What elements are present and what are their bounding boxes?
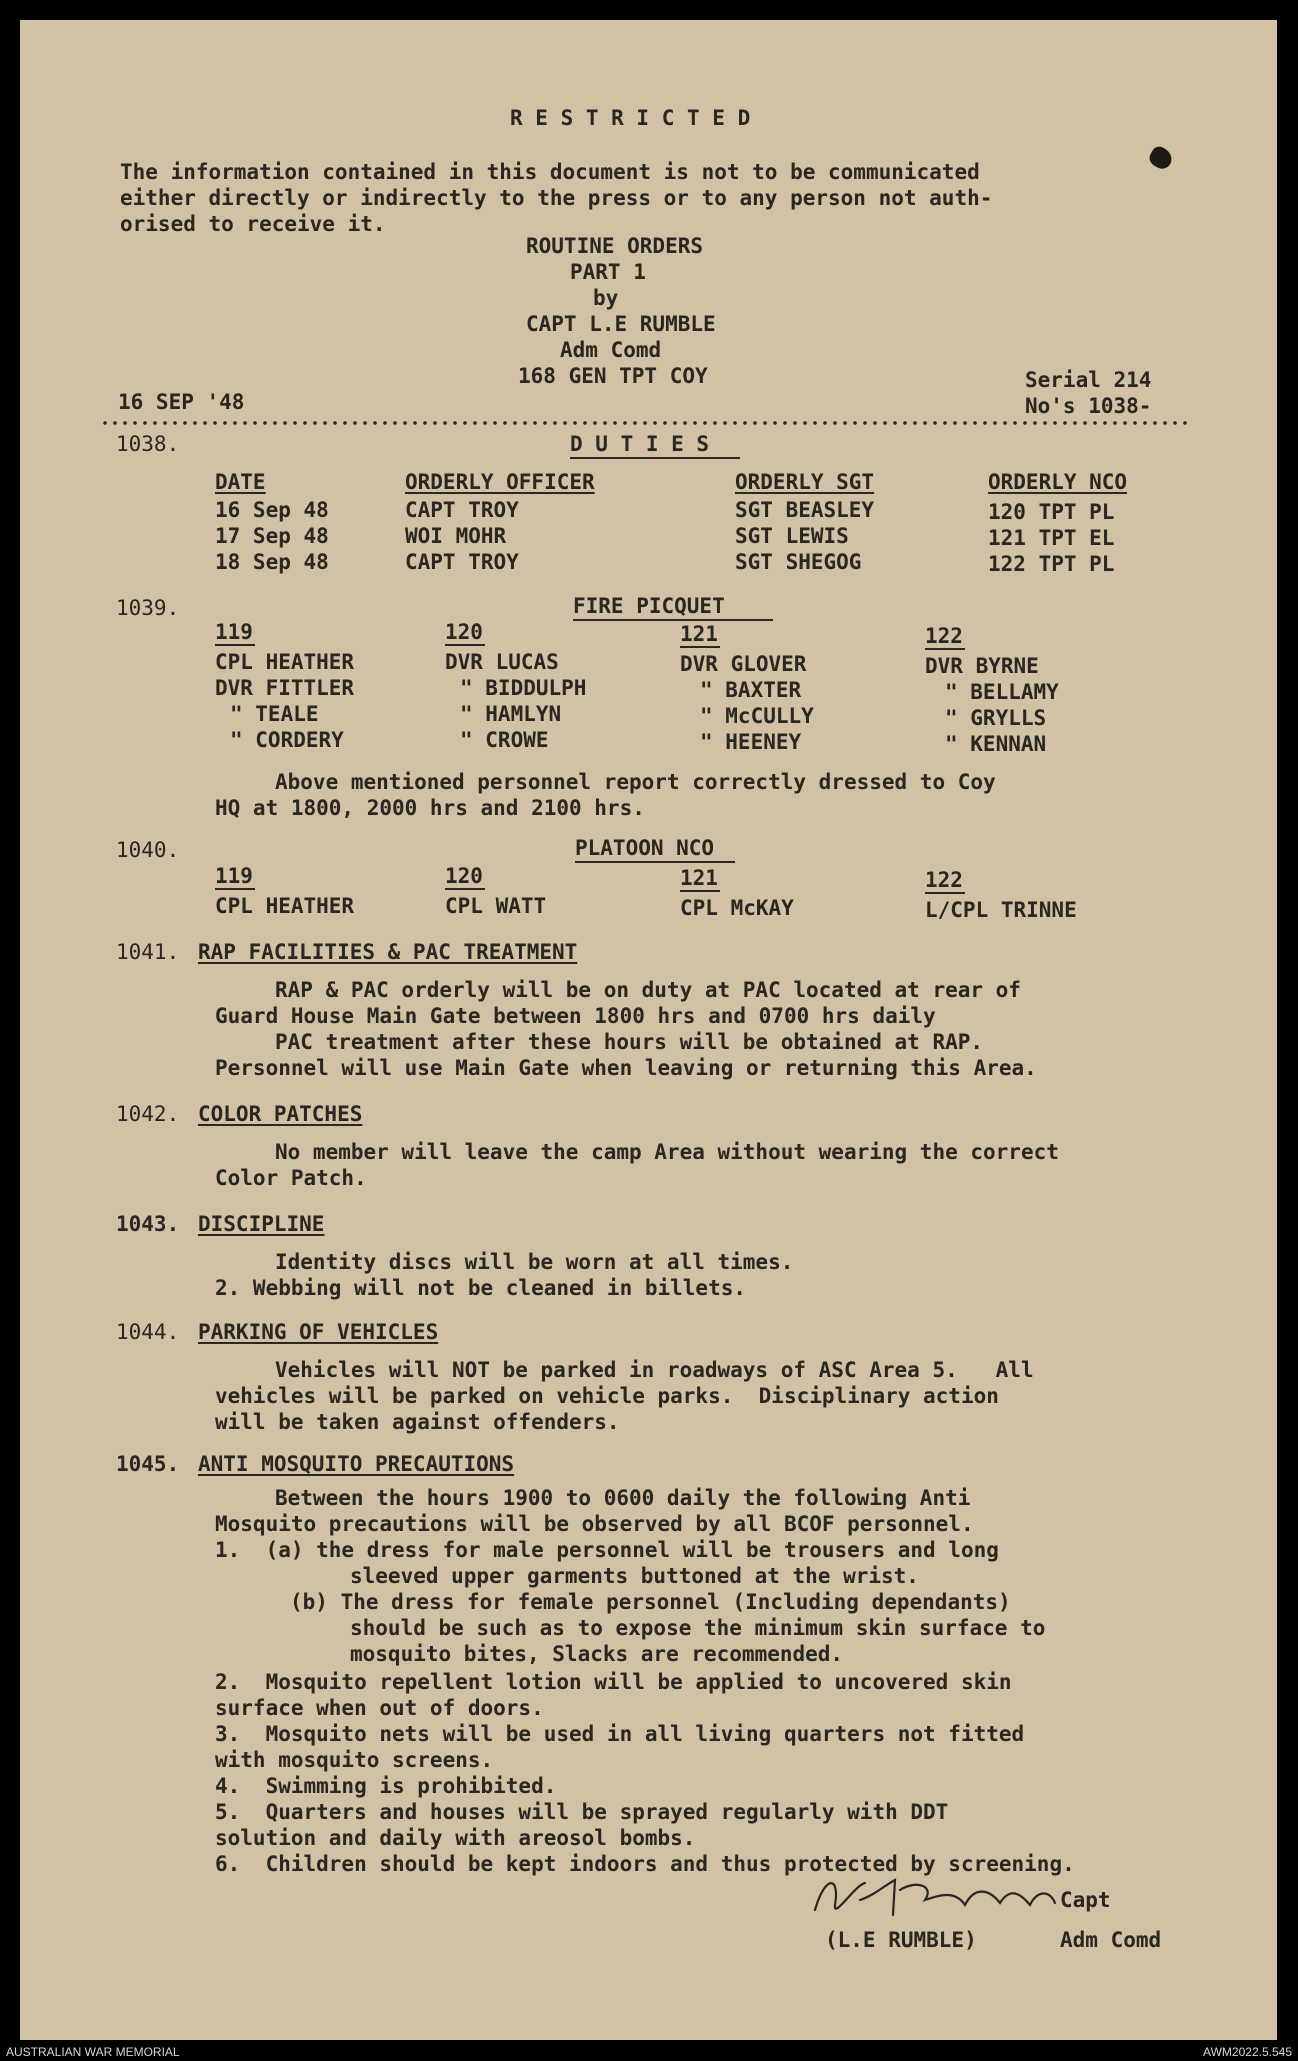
duty-date: 16 Sep 48	[215, 498, 329, 522]
picquet-member: " GRYLLS	[945, 706, 1047, 730]
duty-officer: CAPT TROY	[405, 550, 519, 574]
notice-line-2: either directly or indirectly to the press or to any person not auth-	[120, 186, 993, 210]
section-heading: PARKING OF VEHICLES	[198, 1320, 439, 1344]
picquet-member: " HEENEY	[700, 730, 802, 754]
parking-line: vehicles will be parked on vehicle parks. Disciplinary action	[215, 1384, 999, 1408]
mosquito-line: 4. Swimming is prohibited.	[215, 1774, 557, 1798]
serial-number: Serial 214	[1025, 368, 1152, 392]
duty-nco: 121 TPT EL	[988, 526, 1115, 550]
section-heading: DISCIPLINE	[198, 1212, 325, 1236]
section-number: 1043.	[116, 1212, 180, 1236]
mosquito-line: mosquito bites, Slacks are recommended.	[350, 1642, 844, 1666]
section-heading: PLATOON NCO	[575, 836, 715, 860]
section-number: 1041.	[116, 940, 180, 964]
dotted-separator	[100, 419, 1190, 427]
picquet-member: " CORDERY	[230, 728, 344, 752]
duty-officer: WOI MOHR	[405, 524, 507, 548]
platoon-nco-name: CPL WATT	[445, 894, 547, 918]
parking-line: Vehicles will NOT be parked in roadways of ASC Area 5. All	[275, 1358, 1034, 1382]
section-heading: COLOR PATCHES	[198, 1102, 363, 1126]
picquet-member: DVR FITTLER	[215, 676, 355, 700]
heading-underline	[575, 861, 735, 863]
column-header: ORDERLY NCO	[988, 470, 1128, 494]
mosquito-line: 6. Children should be kept indoors and thus protected by screening.	[215, 1852, 1075, 1876]
duty-sgt: SGT LEWIS	[735, 524, 849, 548]
column-header: ORDERLY OFFICER	[405, 470, 595, 494]
platoon-number: 120	[445, 620, 483, 644]
section-heading: ANTI MOSQUITO PRECAUTIONS	[198, 1452, 515, 1476]
picquet-note-line: Above mentioned personnel report correctly dressed to Coy	[275, 770, 996, 794]
notice-line-3: orised to receive it.	[120, 212, 386, 236]
rap-line: Guard House Main Gate between 1800 hrs and 0700 hrs daily	[215, 1004, 936, 1028]
mosquito-line: 2. Mosquito repellent lotion will be applied to uncovered skin	[215, 1670, 1012, 1694]
picquet-member: " BIDDULPH	[460, 676, 587, 700]
section-number: 1040.	[116, 838, 180, 862]
section-number: 1044.	[116, 1320, 180, 1344]
section-heading: RAP FACILITIES & PAC TREATMENT	[198, 940, 578, 964]
picquet-member: " BELLAMY	[945, 680, 1059, 704]
platoon-number: 120	[445, 864, 483, 888]
mosquito-line: solution and daily with areosol bombs.	[215, 1826, 696, 1850]
section-heading: FIRE PICQUET	[573, 594, 725, 618]
platoon-number: 122	[925, 624, 963, 648]
section-heading: D U T I E S	[570, 432, 710, 456]
title-line-3: by	[593, 286, 619, 310]
title-line-6: 168 GEN TPT COY	[518, 364, 708, 388]
rap-line: RAP & PAC orderly will be on duty at PAC located at rear of	[275, 978, 1021, 1002]
section-number: 1042.	[116, 1102, 180, 1126]
platoon-number: 119	[215, 864, 253, 888]
archive-footer	[0, 2041, 1298, 2061]
footer-reference: AWM2022.5.545	[1203, 2045, 1292, 2059]
color-line: No member will leave the camp Area without wearing the correct	[275, 1140, 1059, 1164]
picquet-member: DVR BYRNE	[925, 654, 1039, 678]
section-number: 1045.	[116, 1452, 180, 1476]
duty-officer: CAPT TROY	[405, 498, 519, 522]
picquet-member: " HAMLYN	[460, 702, 562, 726]
title-line-5: Adm Comd	[560, 338, 662, 362]
platoon-nco-name: CPL McKAY	[680, 896, 794, 920]
classification-heading: R E S T R I C T E D	[510, 106, 751, 130]
parking-line: will be taken against offenders.	[215, 1410, 620, 1434]
platoon-underline	[680, 646, 720, 648]
document-page	[20, 20, 1277, 2040]
mosquito-line: Mosquito precautions will be observed by all BCOF personnel.	[215, 1512, 974, 1536]
picquet-member: " BAXTER	[700, 678, 802, 702]
ink-blot	[1146, 144, 1175, 172]
title-line-4: CAPT L.E RUMBLE	[526, 312, 716, 336]
duty-sgt: SGT BEASLEY	[735, 498, 875, 522]
picquet-member: DVR GLOVER	[680, 652, 807, 676]
mosquito-line: (b) The dress for female personnel (Including dependants)	[290, 1590, 1011, 1614]
mosquito-line: Between the hours 1900 to 0600 daily the following Anti	[275, 1486, 971, 1510]
platoon-underline	[445, 888, 485, 890]
platoon-nco-name: CPL HEATHER	[215, 894, 355, 918]
heading-underline	[570, 457, 740, 459]
notice-line-1: The information contained in this document is not to be communicated	[120, 160, 980, 184]
picquet-member: " TEALE	[230, 702, 319, 726]
section-number: 1039.	[116, 596, 180, 620]
platoon-number: 121	[680, 622, 718, 646]
column-header: ORDERLY SGT	[735, 470, 875, 494]
discipline-line: Identity discs will be worn at all times.	[275, 1250, 794, 1274]
mosquito-line: 1. (a) the dress for male personnel will be trousers and long	[215, 1538, 999, 1562]
picquet-note-line: HQ at 1800, 2000 hrs and 2100 hrs.	[215, 796, 645, 820]
heading-underline	[573, 619, 773, 621]
signatory-appointment: Adm Comd	[1060, 1928, 1162, 1952]
color-line: Color Patch.	[215, 1166, 367, 1190]
duty-nco: 122 TPT PL	[988, 552, 1115, 576]
mosquito-line: sleeved upper garments buttoned at the wrist.	[350, 1564, 919, 1588]
platoon-underline	[445, 644, 485, 646]
discipline-line: 2. Webbing will not be cleaned in billets.	[215, 1276, 747, 1300]
picquet-member: DVR LUCAS	[445, 650, 559, 674]
title-line-2: PART 1	[570, 260, 646, 284]
duty-sgt: SGT SHEGOG	[735, 550, 862, 574]
duty-nco: 120 TPT PL	[988, 500, 1115, 524]
platoon-underline	[925, 648, 965, 650]
order-date: 16 SEP '48	[118, 390, 245, 414]
mosquito-line: should be such as to expose the minimum skin surface to	[350, 1616, 1046, 1640]
mosquito-line: with mosquito screens.	[215, 1748, 494, 1772]
platoon-number: 119	[215, 620, 253, 644]
mosquito-line: surface when out of doors.	[215, 1696, 544, 1720]
rap-line: PAC treatment after these hours will be obtained at RAP.	[275, 1030, 984, 1054]
footer-source: AUSTRALIAN WAR MEMORIAL	[6, 2045, 180, 2059]
mosquito-line: 3. Mosquito nets will be used in all living quarters not fitted	[215, 1722, 1025, 1746]
section-number: 1038.	[116, 432, 180, 456]
signatory-name: (L.E RUMBLE)	[825, 1928, 977, 1952]
duty-date: 17 Sep 48	[215, 524, 329, 548]
mosquito-line: 5. Quarters and houses will be sprayed regularly with DDT	[215, 1800, 949, 1824]
platoon-underline	[680, 890, 720, 892]
title-line-1: ROUTINE ORDERS	[526, 234, 704, 258]
picquet-member: " KENNAN	[945, 732, 1047, 756]
duty-date: 18 Sep 48	[215, 550, 329, 574]
picquet-member: CPL HEATHER	[215, 650, 355, 674]
platoon-underline	[215, 644, 255, 646]
column-header: DATE	[215, 470, 266, 494]
picquet-member: " CROWE	[460, 728, 549, 752]
platoon-number: 121	[680, 866, 718, 890]
rap-line: Personnel will use Main Gate when leaving or returning this Area.	[215, 1056, 1037, 1080]
platoon-nco-name: L/CPL TRINNE	[925, 898, 1077, 922]
platoon-underline	[925, 892, 965, 894]
signatory-rank: Capt	[1060, 1888, 1111, 1912]
order-numbers: No's 1038-	[1025, 394, 1152, 418]
platoon-underline	[215, 888, 255, 890]
picquet-member: " McCULLY	[700, 704, 814, 728]
platoon-number: 122	[925, 868, 963, 892]
